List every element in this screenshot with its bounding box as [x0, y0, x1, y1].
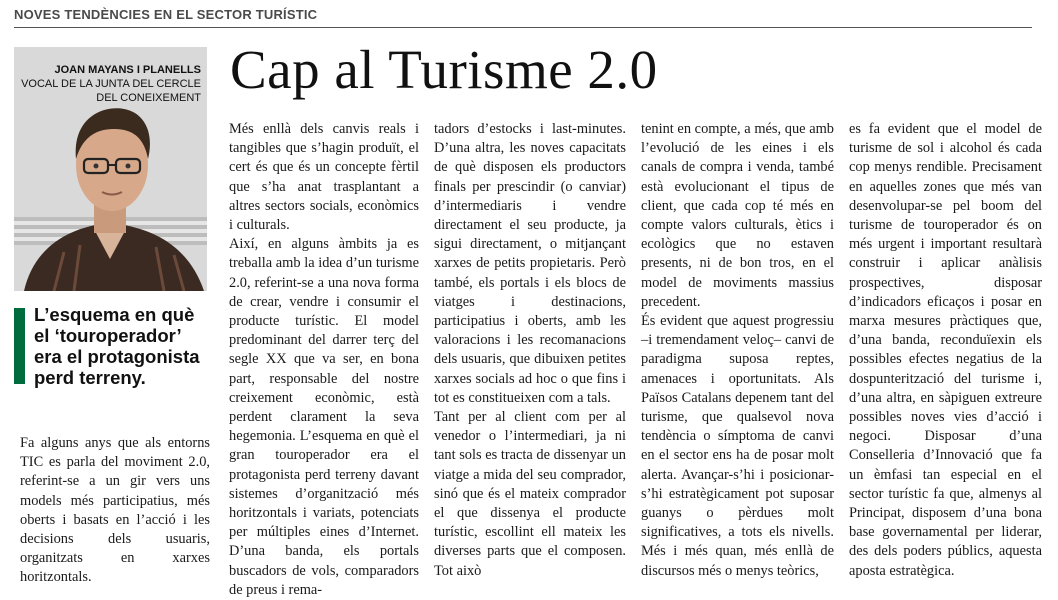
- column-5: [849, 120, 1042, 581]
- author-name: JOAN MAYANS I PLANELLS: [54, 64, 201, 76]
- pull-quote-bar: [14, 308, 25, 384]
- paragraph: tenint en compte, a més, que amb l’evolució de les eines i els canals de compra i venda, també està evolucionant el tipus de client, que cada cop té més en compte valors culturals, ètics i ecològics que no estaven presents, ni de bon tros, en el model de moviments massius precedent.: [641, 121, 834, 310]
- section-header: NOVES TENDÈNCIES EN EL SECTOR TURÍSTIC: [14, 7, 318, 22]
- column-4: [641, 120, 834, 581]
- column-1: [20, 434, 210, 588]
- pull-quote: L’esquema en què el ‘touroperador’ era el protagonista perd terreny.: [34, 304, 200, 388]
- author-photo-box: [14, 47, 207, 291]
- column-3: [434, 120, 626, 581]
- paragraph: Així, en alguns àmbits ja es treballa amb la idea d’un turisme 2.0, referint-se a una nova forma de crear, vendre i consumir el producte turístic. El model predominant del darrer terç del segle XX que va ser, en bona part, responsable del nostre creixement econòmic, està perdent clarament la seva hegemonia. L’esquema en què el gran touroperador era el protagonista perd terreny davant sistemes d’organització més horitzontals i variats, potenciats per múltiples eines d’Internet. D’una banda, els portals buscadors de vols, comparadors de preus i rema-: [229, 236, 419, 598]
- column-2: [229, 120, 419, 600]
- headline: Cap al Turisme 2.0: [230, 39, 658, 100]
- paragraph: És evident que aquest progressiu –i tremendament veloç– canvi de paradigma suposa reptes, amenaces i oportunitats. Als Països Catalans depenem tant del turisme, que qualsevol nova tendència o símptoma de canvi en el sector ens ha de posar molt alerta. Avançar-s’hi i posicionar-s’hi estratègicament pot suposar guanys o pèrdues molt significatives, a tots els nivells. Més i més quan, més enllà de discursos més o menys teòrics,: [641, 313, 834, 579]
- paragraph: tadors d’estocks i last-minutes. D’una altra, les noves capacitats de què disposen els productors finals per prescindir (o canviar) d’intermediaris i vendre directament el seu producte, ja sigui directament, o mitjançant xarxes de petits propietaris. Però també, els portals i els blocs de viatges i destinacions, participatius i oberts, amb les valoracions i les recomanacions dels usuaris, que dibuixen petites xarxes socials ad hoc o que fins i tot es constitueixen com a tals.: [434, 121, 626, 406]
- paragraph: es fa evident que el model de turisme de sol i alcohol és cada cop menys rendible. Precisament en aquelles zones que més van desenvolupar-se pel boom del turisme de touroperador és on més urgent i important resultarà construir i aplicar anàlisis prospectives, disposar d’indicadors eficaços i posar en marxa mesures pràctiques que, d’una banda, reconduïexin els possibles efectes negatius de la dospunterització del turisme i, d’una altra, en sàpiguen extreure possibles noves vies d’acció i negoci. Disposar d’una Conselleria d’Innovació que fa un èmfasi tan especial en el sector turístic fa que, almenys al Principat, disposem d’una bona base governamental per liderar, des dels poders públics, aquesta aposta estratègica.: [849, 121, 1042, 579]
- header-rule: [14, 27, 1032, 28]
- author-role: VOCAL DE LA JUNTA DEL CERCLE DEL CONEIXEMENT: [21, 78, 201, 104]
- paragraph: Fa alguns anys que als entorns TIC es parla del moviment 2.0, referint-se a un gir vers uns models més participatius, més oberts i basats en l’acció i les decisions dels usuaris, organitzats en xarxes horitzontals.: [20, 435, 210, 586]
- paragraph: Més enllà dels canvis reals i tangibles que s’hagin produït, el cert és que és un concepte fèrtil que s’ha anat trasplantant a altres sectors socials, econòmics i culturals.: [229, 121, 419, 234]
- paragraph: Tant per al client com per al venedor o l’intermediari, ja ni tant sols es tracta de dissenyar un viatge a mida del seu comprador, sinó que és el mateix comprador el que dissenya el producte turístic, escollint ell mateix les diverses parts que el composen. Tot això: [434, 409, 626, 579]
